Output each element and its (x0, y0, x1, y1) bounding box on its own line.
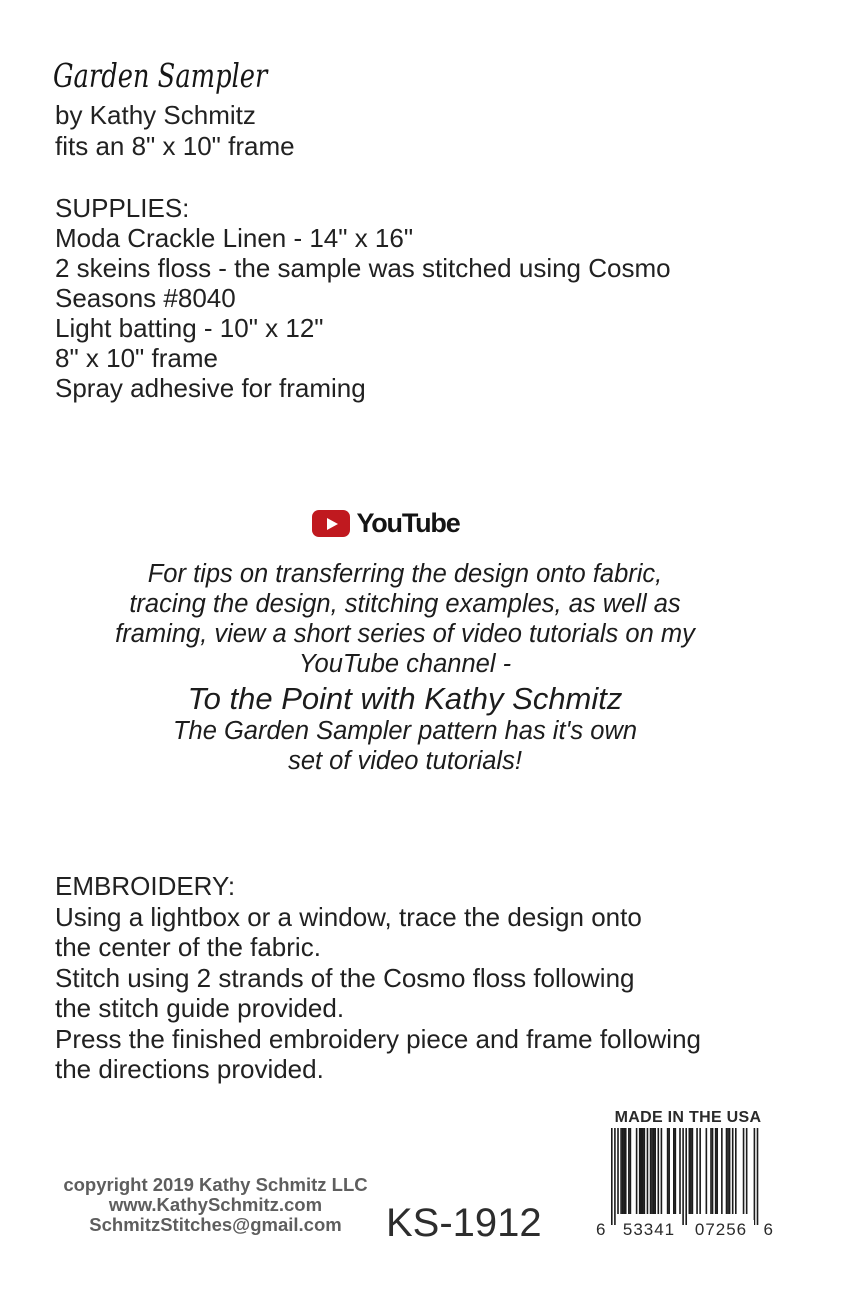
embroidery-line: the center of the fabric. (55, 932, 321, 962)
embroidery-line: the stitch guide provided. (55, 993, 345, 1023)
supplies-heading: SUPPLIES: (55, 193, 190, 223)
channel-name: To the Point with Kathy Schmitz (187, 681, 623, 716)
embroidery-line: Stitch using 2 strands of the Cosmo floss following (55, 962, 635, 993)
embroidery-line: Press the finished embroidery piece and frame following (55, 1023, 702, 1054)
supplies-line: 2 skeins floss - the sample was stitched using Cosmo (55, 253, 671, 283)
youtube-note (5, 716, 805, 776)
barcode-digit-group: 53341 (616, 1220, 682, 1240)
embroidery-line: Using a lightbox or a window, trace the design onto (55, 901, 642, 932)
supplies-section (55, 193, 671, 403)
supplies-line: 8" x 10" frame (55, 343, 218, 373)
copyright-line: www.KathySchmitz.com (108, 1194, 323, 1215)
embroidery-section (55, 871, 701, 1085)
frame-note: fits an 8" x 10" frame (55, 131, 295, 161)
barcode (596, 1128, 773, 1240)
youtube-intro (5, 559, 805, 679)
youtube-wordmark: YouTube (356, 508, 460, 538)
supplies-line: Moda Crackle Linen - 14" x 16" (55, 223, 414, 253)
play-icon (327, 518, 338, 530)
embroidery-line: the directions provided. (55, 1054, 324, 1084)
copyright-block (58, 1175, 373, 1235)
sku-code: KS-1912 (386, 1201, 542, 1245)
note-line: The Garden Sampler pattern has it's own (172, 717, 638, 745)
barcode-digit-left: 6 (596, 1220, 606, 1239)
header-block (55, 100, 295, 162)
barcode-digit-group: 07256 (688, 1220, 754, 1240)
intro-line: tracing the design, stitching examples, as well as (129, 590, 681, 618)
intro-line: YouTube channel - (298, 650, 512, 678)
embroidery-heading: EMBROIDERY: (55, 871, 236, 901)
supplies-line: Light batting - 10" x 12" (55, 313, 324, 343)
youtube-logo-inner (312, 508, 459, 539)
barcode-digit-right: 6 (763, 1220, 773, 1239)
youtube-play-badge (312, 510, 350, 537)
made-in-usa-label: MADE IN THE USA (614, 1109, 762, 1126)
intro-line: For tips on transferring the design onto fabric, (147, 560, 663, 588)
intro-line: framing, view a short series of video tutorials on my (115, 620, 695, 648)
copyright-line: copyright 2019 Kathy Schmitz LLC (63, 1174, 368, 1195)
youtube-logo (5, 508, 805, 539)
barcode-bars (611, 1128, 759, 1226)
copyright-line: SchmitzStitches@gmail.com (89, 1214, 342, 1235)
note-line: set of video tutorials! (288, 747, 522, 775)
supplies-line: Spray adhesive for framing (55, 373, 366, 403)
page-title: Garden Sampler (53, 56, 268, 95)
byline: by Kathy Schmitz (55, 100, 256, 130)
supplies-line: Seasons #8040 (55, 283, 236, 313)
